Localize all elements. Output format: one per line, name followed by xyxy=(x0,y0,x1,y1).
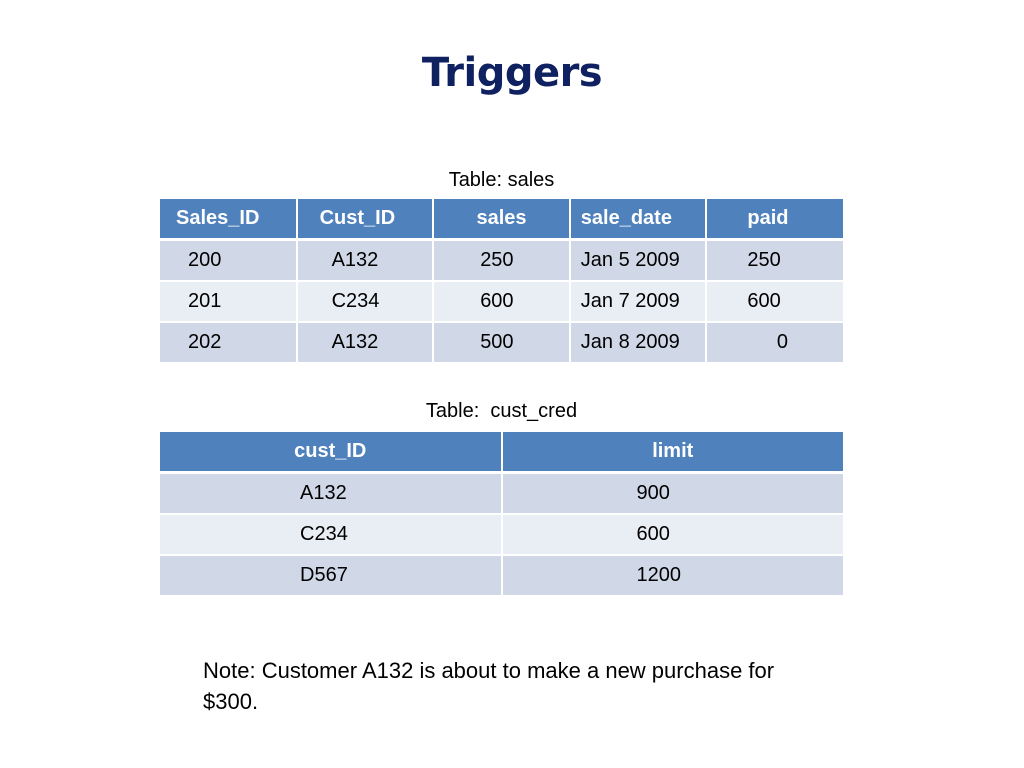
sales-header-paid: paid xyxy=(706,199,843,240)
cust-cred-cell-limit: 1200 xyxy=(502,555,844,596)
sales-table-caption: Table: sales xyxy=(448,169,555,191)
cust-cred-cell-cust-id: A132 xyxy=(160,473,502,515)
sales-header-cust-id: Cust_ID xyxy=(297,199,434,240)
sales-cell-sales: 600 xyxy=(433,281,570,322)
sales-cell-paid: 0 xyxy=(706,322,843,363)
table-row xyxy=(160,473,843,515)
sales-cell-paid: 600 xyxy=(706,281,843,322)
slide-title: Triggers xyxy=(421,50,603,96)
sales-cell-sales: 250 xyxy=(433,240,570,282)
sales-cell-sales-id: 202 xyxy=(160,322,297,363)
sales-header-sale-date: sale_date xyxy=(570,199,707,240)
sales-cell-paid: 250 xyxy=(706,240,843,282)
sales-cell-sales: 500 xyxy=(433,322,570,363)
sales-cell-sales-id: 201 xyxy=(160,281,297,322)
sales-header-sales-id: Sales_ID xyxy=(160,199,297,240)
table-row xyxy=(160,281,843,322)
table-row xyxy=(160,514,843,555)
cust-cred-header-row xyxy=(160,432,843,473)
sales-cell-cust-id: A132 xyxy=(297,240,434,282)
sales-header-sales: sales xyxy=(433,199,570,240)
sales-cell-sale-date: Jan 8 2009 xyxy=(570,322,707,363)
sales-cell-cust-id: A132 xyxy=(297,322,434,363)
sales-table-header-row xyxy=(160,199,843,240)
cust-cred-cell-limit: 600 xyxy=(502,514,844,555)
cust-cred-table-caption: Table: cust_cred xyxy=(425,400,578,422)
sales-cell-sale-date: Jan 5 2009 xyxy=(570,240,707,282)
cust-cred-cell-cust-id: C234 xyxy=(160,514,502,555)
table-row xyxy=(160,240,843,282)
cust-cred-header-cust-id: cust_ID xyxy=(160,432,502,473)
cust-cred-header-limit: limit xyxy=(502,432,844,473)
purchase-note: Note: Customer A132 is about to make a new purchase for $300. xyxy=(203,658,775,714)
cust-cred-table xyxy=(160,432,843,597)
sales-cell-cust-id: C234 xyxy=(297,281,434,322)
cust-cred-cell-cust-id: D567 xyxy=(160,555,502,596)
table-row xyxy=(160,322,843,363)
sales-table xyxy=(160,199,843,364)
sales-cell-sale-date: Jan 7 2009 xyxy=(570,281,707,322)
cust-cred-cell-limit: 900 xyxy=(502,473,844,515)
sales-cell-sales-id: 200 xyxy=(160,240,297,282)
table-row xyxy=(160,555,843,596)
